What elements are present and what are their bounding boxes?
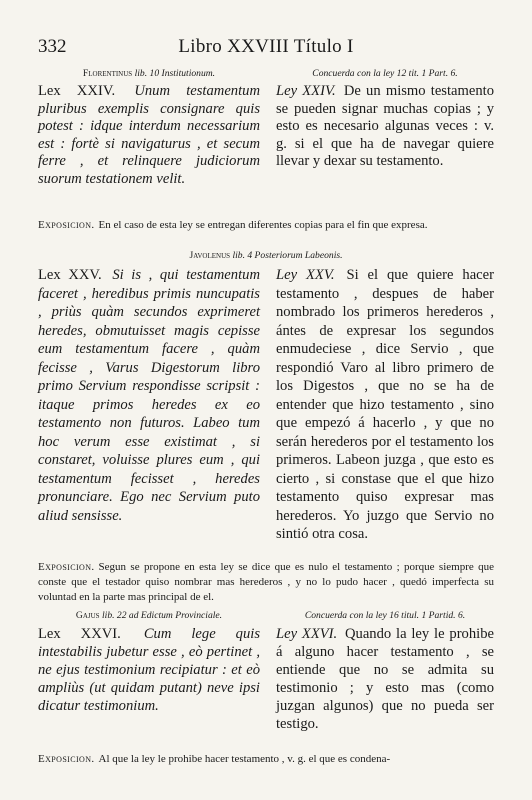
- law-26-concordance: Concuerda con la ley 16 titul. 1 Partid. 6.: [304, 610, 466, 621]
- source-author: Javolenus: [189, 250, 231, 261]
- law-24-concordance: Concuerda con la ley 12 tit. 1 Part. 6.: [312, 68, 458, 79]
- exposicion-text: Al que la ley le prohibe hacer testamento , v. g. el que es condena-: [98, 753, 391, 765]
- lex-number: Lex XXIV.: [38, 83, 116, 99]
- source-author: Florentinus: [82, 68, 133, 79]
- exposicion-3: [38, 752, 494, 767]
- exposicion-2: [38, 560, 494, 605]
- latin-text: Si is , qui testamentum faceret , heredibus primis nuncupatis , priùs quàm secundos exprimeret heredes, obmutuisset magis cepisse eum testamentum facere , quàm fecisse , Varus Digestorum libro primo Servium respondisse scripsit : itaque primos heredes ex eo testamento non futuros. Labeo tum hoc verum esse existimat , si constaret, voluisse plures eum , qui testamentum fecisset , heredes pronunciare. Ego nec Servium puto aliud sensisse.: [38, 267, 260, 524]
- law-24-spanish-text: [276, 83, 494, 171]
- exposicion-label: Exposicion.: [38, 219, 95, 231]
- source-work: lib. 4 Posteriorum Labeonis.: [232, 250, 343, 261]
- spanish-text: De un mismo testamento se pueden signar muchas copias ; y esto es necesario algunas veces : v. g. si el que ha de navegar quiere llevar y dexar su testamento.: [276, 83, 494, 170]
- law-24-latin-source: [38, 68, 260, 79]
- page-number: 332: [38, 36, 67, 57]
- law-24-latin-text: [38, 83, 260, 189]
- source-author: Gajus: [75, 610, 100, 621]
- spanish-text: Si el que quiere hacer testamento , despues de haber nombrado los primeros herederos , ántes de expresar los segundos enmudeciese , dice Servio , que respondió Varo al libro primero de los Digestos , que no se ha de entender que hizo testamento , sino que empezó á hacerlo , y que no serán herederos por el testamento los primeros. Labeon juzga , que esto es cierto , si constase que el que hizo testamento quiso expresar mas herederos. Yo juzgo que Servio no sintió otra cosa.: [276, 267, 494, 542]
- lex-number: Lex XXVI.: [38, 626, 121, 642]
- law-24-latin-column: [38, 68, 260, 189]
- running-title: Libro XXVIII Título I: [178, 36, 354, 57]
- law-25-latin-text: [38, 266, 260, 525]
- ley-number: Ley XXV.: [276, 267, 335, 283]
- law-25-section: [38, 262, 494, 552]
- law-26-spanish-column: [276, 610, 494, 733]
- latin-text: Cum lege quis intestabilis jubetur esse , eò pertinet , ne ejus testimonium recipiatur : et eò ampliùs (ut quidam putant) neve ipsi dicatur testimonium.: [38, 626, 260, 714]
- latin-text: Unum testamentum pluribus exemplis consignare quis potest : idque interdum necessarium est : fortè si navigaturus , et secum ferre , et relinquere judiciorum suorum testationem velit.: [38, 83, 260, 187]
- exposicion-text: En el caso de esta ley se entregan diferentes copias para el fin que expresa.: [98, 219, 428, 231]
- law-26-latin-text: [38, 625, 260, 715]
- exposicion-label: Exposicion.: [38, 753, 95, 765]
- ley-number: Ley XXVI.: [276, 626, 338, 642]
- law-24-section: [38, 68, 494, 208]
- page-header: [38, 36, 494, 60]
- law-24-spanish-column: [276, 68, 494, 171]
- ley-number: Ley XXIV.: [276, 83, 336, 99]
- source-work: lib. 10 Institutionum.: [134, 68, 216, 79]
- law-25-latin-column: [38, 262, 260, 525]
- exposicion-text: Segun se propone en esta ley se dice que es nulo el testamento ; porque siempre que conste que el testador quiso nombrar mas herederos , y no lo pudo hacer , quedó imperfecta su voluntad en la parte mas principal de el.: [38, 561, 494, 603]
- law-25-spanish-column: [276, 262, 494, 544]
- lex-number: Lex XXV.: [38, 267, 102, 283]
- spanish-text: Quando la ley le prohibe á alguno hacer testamento , se entiende que no se admita su testimonio ; y esto mas (como juzgan algunos) que no pueda ser testigo.: [276, 626, 494, 732]
- law-26-latin-column: [38, 610, 260, 715]
- exposicion-1: [38, 218, 494, 233]
- exposicion-label: Exposicion.: [38, 561, 95, 573]
- source-work: lib. 22 ad Edictum Provinciale.: [101, 610, 223, 621]
- law-26-spanish-text: [276, 625, 494, 733]
- law-25-spanish-text: [276, 266, 494, 544]
- law-26-latin-source: [38, 610, 260, 621]
- law-25-source: [38, 250, 494, 261]
- law-26-section: [38, 610, 494, 740]
